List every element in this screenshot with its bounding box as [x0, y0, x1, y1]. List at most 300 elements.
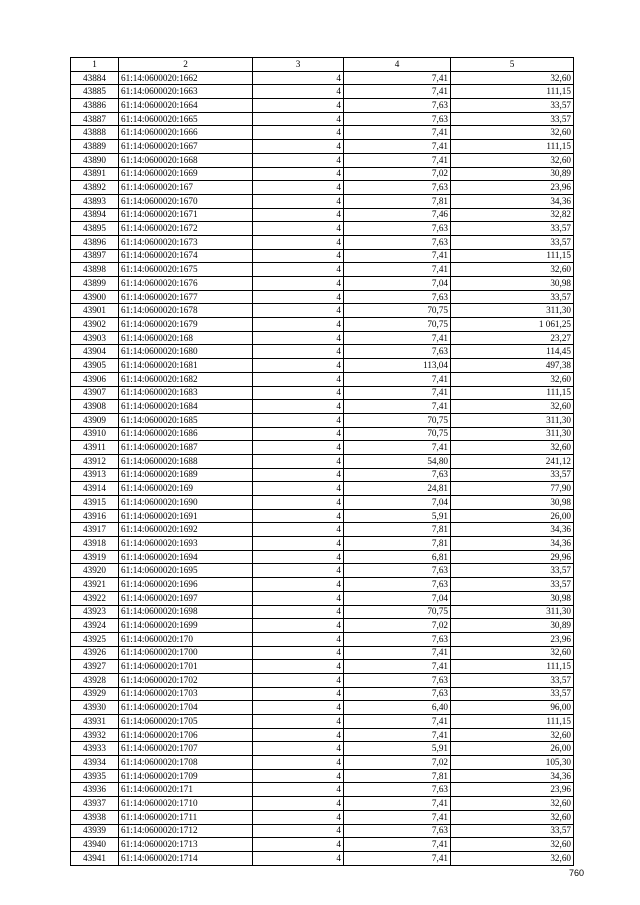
- row-number-cell: 43893: [71, 194, 119, 208]
- col-4-cell: 7,63: [344, 290, 451, 304]
- col-4-cell: 7,04: [344, 591, 451, 605]
- col-3-cell: 4: [253, 715, 344, 729]
- table-row: [71, 496, 574, 510]
- row-number-cell: 43919: [71, 550, 119, 564]
- table-row: [71, 85, 574, 99]
- table-row: [71, 715, 574, 729]
- col-4-cell: 7,41: [344, 400, 451, 414]
- header-col-2: 2: [119, 58, 253, 72]
- table-row: [71, 564, 574, 578]
- table-row: [71, 181, 574, 195]
- row-number-cell: 43906: [71, 372, 119, 386]
- row-number-cell: 43901: [71, 304, 119, 318]
- cadastral-number-cell: 61:14:0600020:1709: [119, 769, 253, 783]
- cadastral-number-cell: 61:14:0600020:1669: [119, 167, 253, 181]
- col-3-cell: 4: [253, 454, 344, 468]
- cadastral-number-cell: 61:14:0600020:1662: [119, 71, 253, 85]
- cadastral-number-cell: 61:14:0600020:1682: [119, 372, 253, 386]
- row-number-cell: 43910: [71, 427, 119, 441]
- cadastral-number-cell: 61:14:0600020:1683: [119, 386, 253, 400]
- row-number-cell: 43889: [71, 140, 119, 154]
- cadastral-number-cell: 61:14:0600020:1711: [119, 810, 253, 824]
- row-number-cell: 43894: [71, 208, 119, 222]
- table-row: [71, 290, 574, 304]
- col-4-cell: 7,41: [344, 372, 451, 386]
- cadastral-number-cell: 61:14:0600020:1704: [119, 701, 253, 715]
- col-5-cell: 32,60: [451, 728, 574, 742]
- col-5-cell: 32,60: [451, 441, 574, 455]
- col-3-cell: 4: [253, 673, 344, 687]
- cadastral-number-cell: 61:14:0600020:1687: [119, 441, 253, 455]
- row-number-cell: 43904: [71, 345, 119, 359]
- table-row: [71, 660, 574, 674]
- row-number-cell: 43914: [71, 482, 119, 496]
- col-3-cell: 4: [253, 824, 344, 838]
- cadastral-number-cell: 61:14:0600020:1696: [119, 578, 253, 592]
- col-3-cell: 4: [253, 578, 344, 592]
- col-5-cell: 34,36: [451, 537, 574, 551]
- col-5-cell: 241,12: [451, 454, 574, 468]
- cadastral-number-cell: 61:14:0600020:1666: [119, 126, 253, 140]
- col-4-cell: 7,63: [344, 181, 451, 195]
- cadastral-number-cell: 61:14:0600020:1698: [119, 605, 253, 619]
- table-row: [71, 345, 574, 359]
- col-3-cell: 4: [253, 359, 344, 373]
- row-number-cell: 43896: [71, 235, 119, 249]
- cadastral-number-cell: 61:14:0600020:1712: [119, 824, 253, 838]
- row-number-cell: 43892: [71, 181, 119, 195]
- col-5-cell: 33,57: [451, 824, 574, 838]
- col-4-cell: 70,75: [344, 304, 451, 318]
- col-4-cell: 7,41: [344, 126, 451, 140]
- row-number-cell: 43890: [71, 153, 119, 167]
- col-3-cell: 4: [253, 71, 344, 85]
- table-row: [71, 194, 574, 208]
- col-4-cell: 6,40: [344, 701, 451, 715]
- col-4-cell: 7,41: [344, 85, 451, 99]
- col-3-cell: 4: [253, 400, 344, 414]
- col-4-cell: 7,02: [344, 619, 451, 633]
- col-4-cell: 7,63: [344, 468, 451, 482]
- table-row: [71, 783, 574, 797]
- row-number-cell: 43885: [71, 85, 119, 99]
- cadastral-number-cell: 61:14:0600020:1665: [119, 112, 253, 126]
- table-row: [71, 400, 574, 414]
- col-5-cell: 311,30: [451, 304, 574, 318]
- table-row: [71, 126, 574, 140]
- table-row: [71, 632, 574, 646]
- row-number-cell: 43902: [71, 318, 119, 332]
- col-5-cell: 33,57: [451, 687, 574, 701]
- cadastral-number-cell: 61:14:0600020:1706: [119, 728, 253, 742]
- col-5-cell: 33,57: [451, 468, 574, 482]
- cadastral-number-cell: 61:14:0600020:1713: [119, 838, 253, 852]
- row-number-cell: 43936: [71, 783, 119, 797]
- col-5-cell: 33,57: [451, 564, 574, 578]
- col-3-cell: 4: [253, 167, 344, 181]
- col-4-cell: 7,81: [344, 769, 451, 783]
- col-5-cell: 32,60: [451, 126, 574, 140]
- col-4-cell: 5,91: [344, 742, 451, 756]
- cadastral-number-cell: 61:14:0600020:170: [119, 632, 253, 646]
- col-3-cell: 4: [253, 304, 344, 318]
- table-row: [71, 427, 574, 441]
- col-3-cell: 4: [253, 441, 344, 455]
- table-row: [71, 824, 574, 838]
- col-5-cell: 32,60: [451, 851, 574, 865]
- cadastral-number-cell: 61:14:0600020:1693: [119, 537, 253, 551]
- table-row: [71, 605, 574, 619]
- col-4-cell: 7,41: [344, 851, 451, 865]
- row-number-cell: 43931: [71, 715, 119, 729]
- table-body: [71, 71, 574, 865]
- cadastral-number-cell: 61:14:0600020:1708: [119, 756, 253, 770]
- col-4-cell: 5,91: [344, 509, 451, 523]
- table-row: [71, 756, 574, 770]
- col-3-cell: 4: [253, 797, 344, 811]
- col-4-cell: 7,41: [344, 660, 451, 674]
- cadastral-number-cell: 61:14:0600020:169: [119, 482, 253, 496]
- col-4-cell: 24,81: [344, 482, 451, 496]
- cadastral-number-cell: 61:14:0600020:1688: [119, 454, 253, 468]
- row-number-cell: 43922: [71, 591, 119, 605]
- col-3-cell: 4: [253, 263, 344, 277]
- table-row: [71, 550, 574, 564]
- col-4-cell: 7,41: [344, 386, 451, 400]
- col-4-cell: 7,81: [344, 194, 451, 208]
- col-3-cell: 4: [253, 153, 344, 167]
- row-number-cell: 43887: [71, 112, 119, 126]
- row-number-cell: 43934: [71, 756, 119, 770]
- table-row: [71, 318, 574, 332]
- col-5-cell: 111,15: [451, 249, 574, 263]
- row-number-cell: 43928: [71, 673, 119, 687]
- row-number-cell: 43908: [71, 400, 119, 414]
- col-3-cell: 4: [253, 126, 344, 140]
- cadastral-number-cell: 61:14:0600020:1663: [119, 85, 253, 99]
- col-3-cell: 4: [253, 550, 344, 564]
- col-3-cell: 4: [253, 605, 344, 619]
- col-5-cell: 33,57: [451, 112, 574, 126]
- col-5-cell: 111,15: [451, 660, 574, 674]
- cadastral-number-cell: 61:14:0600020:1714: [119, 851, 253, 865]
- col-5-cell: 311,30: [451, 605, 574, 619]
- cadastral-number-cell: 61:14:0600020:1681: [119, 359, 253, 373]
- col-5-cell: 33,57: [451, 222, 574, 236]
- col-5-cell: 30,98: [451, 277, 574, 291]
- cadastral-number-cell: 61:14:0600020:1677: [119, 290, 253, 304]
- col-4-cell: 7,02: [344, 756, 451, 770]
- table-row: [71, 728, 574, 742]
- cadastral-number-cell: 61:14:0600020:1697: [119, 591, 253, 605]
- col-4-cell: 7,41: [344, 331, 451, 345]
- col-4-cell: 7,41: [344, 715, 451, 729]
- row-number-cell: 43917: [71, 523, 119, 537]
- table-row: [71, 838, 574, 852]
- row-number-cell: 43897: [71, 249, 119, 263]
- col-3-cell: 4: [253, 427, 344, 441]
- col-4-cell: 7,63: [344, 564, 451, 578]
- table-row: [71, 523, 574, 537]
- col-3-cell: 4: [253, 194, 344, 208]
- col-3-cell: 4: [253, 687, 344, 701]
- row-number-cell: 43925: [71, 632, 119, 646]
- col-5-cell: 23,27: [451, 331, 574, 345]
- cadastral-number-cell: 61:14:0600020:1673: [119, 235, 253, 249]
- table-row: [71, 99, 574, 113]
- col-3-cell: 4: [253, 413, 344, 427]
- table-row: [71, 509, 574, 523]
- col-5-cell: 33,57: [451, 290, 574, 304]
- table-row: [71, 222, 574, 236]
- table-row: [71, 153, 574, 167]
- table-row: [71, 277, 574, 291]
- cadastral-number-cell: 61:14:0600020:1685: [119, 413, 253, 427]
- col-5-cell: 26,00: [451, 509, 574, 523]
- col-5-cell: 77,90: [451, 482, 574, 496]
- col-5-cell: 111,15: [451, 386, 574, 400]
- row-number-cell: 43940: [71, 838, 119, 852]
- col-3-cell: 4: [253, 660, 344, 674]
- col-3-cell: 4: [253, 181, 344, 195]
- cadastral-number-cell: 61:14:0600020:1680: [119, 345, 253, 359]
- col-4-cell: 7,63: [344, 578, 451, 592]
- cadastral-number-cell: 61:14:0600020:1700: [119, 646, 253, 660]
- table-row: [71, 249, 574, 263]
- col-3-cell: 4: [253, 728, 344, 742]
- col-5-cell: 34,36: [451, 194, 574, 208]
- col-4-cell: 7,41: [344, 646, 451, 660]
- row-number-cell: 43912: [71, 454, 119, 468]
- row-number-cell: 43918: [71, 537, 119, 551]
- col-5-cell: 114,45: [451, 345, 574, 359]
- row-number-cell: 43920: [71, 564, 119, 578]
- col-5-cell: 96,00: [451, 701, 574, 715]
- row-number-cell: 43915: [71, 496, 119, 510]
- table-row: [71, 619, 574, 633]
- cadastral-number-cell: 61:14:0600020:1689: [119, 468, 253, 482]
- row-number-cell: 43916: [71, 509, 119, 523]
- col-3-cell: 4: [253, 537, 344, 551]
- table-row: [71, 263, 574, 277]
- cadastral-number-cell: 61:14:0600020:1672: [119, 222, 253, 236]
- table-row: [71, 372, 574, 386]
- table-row: [71, 331, 574, 345]
- col-4-cell: 7,46: [344, 208, 451, 222]
- row-number-cell: 43941: [71, 851, 119, 865]
- cadastral-number-cell: 61:14:0600020:1705: [119, 715, 253, 729]
- row-number-cell: 43913: [71, 468, 119, 482]
- cadastral-number-cell: 61:14:0600020:1679: [119, 318, 253, 332]
- col-4-cell: 70,75: [344, 427, 451, 441]
- row-number-cell: 43891: [71, 167, 119, 181]
- row-number-cell: 43937: [71, 797, 119, 811]
- table-row: [71, 851, 574, 865]
- col-5-cell: 32,60: [451, 263, 574, 277]
- table-row: [71, 646, 574, 660]
- cadastral-number-cell: 61:14:0600020:1699: [119, 619, 253, 633]
- cadastral-number-cell: 61:14:0600020:1701: [119, 660, 253, 674]
- table-row: [71, 687, 574, 701]
- col-5-cell: 111,15: [451, 140, 574, 154]
- table-row: [71, 742, 574, 756]
- row-number-cell: 43935: [71, 769, 119, 783]
- col-5-cell: 34,36: [451, 523, 574, 537]
- table-row: [71, 235, 574, 249]
- cadastral-number-cell: 61:14:0600020:171: [119, 783, 253, 797]
- col-3-cell: 4: [253, 619, 344, 633]
- col-5-cell: 33,57: [451, 673, 574, 687]
- col-3-cell: 4: [253, 345, 344, 359]
- col-3-cell: 4: [253, 769, 344, 783]
- row-number-cell: 43933: [71, 742, 119, 756]
- col-4-cell: 7,41: [344, 838, 451, 852]
- table-row: [71, 359, 574, 373]
- col-3-cell: 4: [253, 482, 344, 496]
- col-5-cell: 33,57: [451, 235, 574, 249]
- col-4-cell: 70,75: [344, 605, 451, 619]
- col-5-cell: 30,98: [451, 496, 574, 510]
- cadastral-number-cell: 61:14:0600020:168: [119, 331, 253, 345]
- row-number-cell: 43907: [71, 386, 119, 400]
- col-4-cell: 7,41: [344, 71, 451, 85]
- col-3-cell: 4: [253, 99, 344, 113]
- col-4-cell: 113,04: [344, 359, 451, 373]
- row-number-cell: 43911: [71, 441, 119, 455]
- header-row: [71, 58, 574, 72]
- table-row: [71, 112, 574, 126]
- row-number-cell: 43900: [71, 290, 119, 304]
- row-number-cell: 43924: [71, 619, 119, 633]
- row-number-cell: 43938: [71, 810, 119, 824]
- cadastral-number-cell: 61:14:0600020:1684: [119, 400, 253, 414]
- row-number-cell: 43923: [71, 605, 119, 619]
- col-4-cell: 7,41: [344, 140, 451, 154]
- col-4-cell: 7,63: [344, 112, 451, 126]
- row-number-cell: 43903: [71, 331, 119, 345]
- cadastral-number-cell: 61:14:0600020:1664: [119, 99, 253, 113]
- col-3-cell: 4: [253, 564, 344, 578]
- cadastral-number-cell: 61:14:0600020:1691: [119, 509, 253, 523]
- cadastral-number-cell: 61:14:0600020:1678: [119, 304, 253, 318]
- col-3-cell: 4: [253, 509, 344, 523]
- col-3-cell: 4: [253, 742, 344, 756]
- cadastral-number-cell: 61:14:0600020:1674: [119, 249, 253, 263]
- table-row: [71, 71, 574, 85]
- col-5-cell: 1 061,25: [451, 318, 574, 332]
- table-row: [71, 537, 574, 551]
- cadastral-number-cell: 61:14:0600020:1671: [119, 208, 253, 222]
- table-row: [71, 769, 574, 783]
- col-5-cell: 32,60: [451, 400, 574, 414]
- col-4-cell: 7,63: [344, 783, 451, 797]
- col-5-cell: 32,60: [451, 153, 574, 167]
- col-5-cell: 32,60: [451, 71, 574, 85]
- cadastral-number-cell: 61:14:0600020:1695: [119, 564, 253, 578]
- row-number-cell: 43930: [71, 701, 119, 715]
- col-4-cell: 7,41: [344, 263, 451, 277]
- col-5-cell: 105,30: [451, 756, 574, 770]
- header-col-1: 1: [71, 58, 119, 72]
- col-5-cell: 23,96: [451, 783, 574, 797]
- col-3-cell: 4: [253, 783, 344, 797]
- col-3-cell: 4: [253, 756, 344, 770]
- row-number-cell: 43895: [71, 222, 119, 236]
- col-3-cell: 4: [253, 468, 344, 482]
- col-4-cell: 7,63: [344, 222, 451, 236]
- col-5-cell: 32,60: [451, 838, 574, 852]
- cadastral-number-cell: 61:14:0600020:1668: [119, 153, 253, 167]
- col-3-cell: 4: [253, 851, 344, 865]
- table-row: [71, 468, 574, 482]
- table-row: [71, 591, 574, 605]
- col-4-cell: 7,41: [344, 249, 451, 263]
- cadastral-number-cell: 61:14:0600020:1710: [119, 797, 253, 811]
- col-4-cell: 7,04: [344, 496, 451, 510]
- row-number-cell: 43899: [71, 277, 119, 291]
- col-4-cell: 7,63: [344, 99, 451, 113]
- col-3-cell: 4: [253, 235, 344, 249]
- col-5-cell: 32,60: [451, 646, 574, 660]
- col-5-cell: 30,98: [451, 591, 574, 605]
- cadastral-number-cell: 61:14:0600020:1676: [119, 277, 253, 291]
- table-row: [71, 304, 574, 318]
- col-4-cell: 7,63: [344, 345, 451, 359]
- col-3-cell: 4: [253, 372, 344, 386]
- col-3-cell: 4: [253, 208, 344, 222]
- cadastral-number-cell: 61:14:0600020:1707: [119, 742, 253, 756]
- col-5-cell: 30,89: [451, 167, 574, 181]
- col-4-cell: 54,80: [344, 454, 451, 468]
- col-4-cell: 7,41: [344, 810, 451, 824]
- row-number-cell: 43886: [71, 99, 119, 113]
- col-5-cell: 30,89: [451, 619, 574, 633]
- col-5-cell: 32,60: [451, 372, 574, 386]
- col-3-cell: 4: [253, 222, 344, 236]
- col-5-cell: 32,82: [451, 208, 574, 222]
- col-5-cell: 111,15: [451, 85, 574, 99]
- col-4-cell: 6,81: [344, 550, 451, 564]
- data-table: [70, 57, 574, 866]
- row-number-cell: 43884: [71, 71, 119, 85]
- col-3-cell: 4: [253, 646, 344, 660]
- col-3-cell: 4: [253, 386, 344, 400]
- col-5-cell: 34,36: [451, 769, 574, 783]
- col-5-cell: 497,38: [451, 359, 574, 373]
- table-header: [71, 58, 574, 72]
- col-3-cell: 4: [253, 701, 344, 715]
- row-number-cell: 43921: [71, 578, 119, 592]
- row-number-cell: 43898: [71, 263, 119, 277]
- col-3-cell: 4: [253, 112, 344, 126]
- table-row: [71, 441, 574, 455]
- col-4-cell: 7,81: [344, 537, 451, 551]
- table-row: [71, 797, 574, 811]
- table-row: [71, 578, 574, 592]
- col-3-cell: 4: [253, 838, 344, 852]
- cadastral-number-cell: 61:14:0600020:167: [119, 181, 253, 195]
- table-row: [71, 208, 574, 222]
- col-4-cell: 7,63: [344, 824, 451, 838]
- table-row: [71, 454, 574, 468]
- col-4-cell: 7,63: [344, 632, 451, 646]
- col-3-cell: 4: [253, 331, 344, 345]
- table-row: [71, 140, 574, 154]
- col-4-cell: 7,41: [344, 441, 451, 455]
- table-row: [71, 386, 574, 400]
- cadastral-number-cell: 61:14:0600020:1686: [119, 427, 253, 441]
- col-3-cell: 4: [253, 277, 344, 291]
